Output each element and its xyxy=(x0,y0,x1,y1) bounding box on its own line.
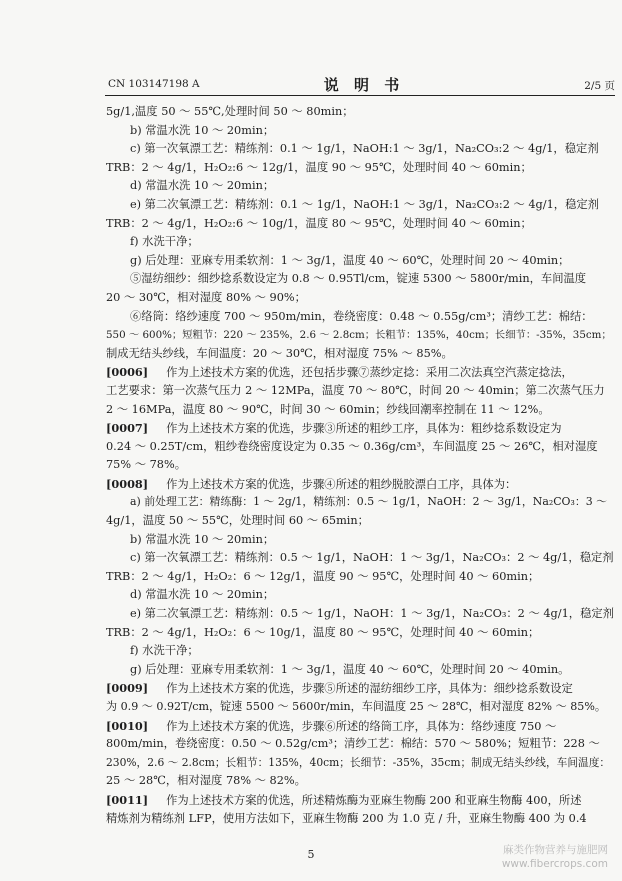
line-text: 作为上述技术方案的优选，步骤③所述的粗纱工序，具体为：粗纱捻系数设定为 xyxy=(166,422,562,436)
doc-number: CN 103147198 A xyxy=(108,78,200,90)
line-text: ⑥络筒：络纱速度 700 ～ 950m/min，卷绕密度：0.48 ～ 0.55g/cm³；清纱工艺：棉结： xyxy=(130,309,593,323)
text-line xyxy=(106,568,614,587)
line-text: TRB：2 ～ 4g/1，H₂O₂:6 ～ 10g/1，温度 80 ～ 95℃，处理时间 40 ～ 60min； xyxy=(106,216,532,230)
line-text: a) 前处理工艺：精练酶：1 ～ 2g/1，精练剂：0.5 ～ 1g/1，NaOH：2 ～ 3g/1，Na₂CO₃：3 ～ xyxy=(130,495,607,509)
watermark xyxy=(502,843,608,871)
text-line xyxy=(106,772,614,791)
text-line xyxy=(106,456,614,475)
line-text: 为 0.9 ～ 0.92T/cm，锭速 5500 ～ 5600r/min，车间温度 25 ～ 28℃，相对湿度 82% ～ 85%。 xyxy=(106,700,606,713)
text-line xyxy=(106,717,614,736)
text-line xyxy=(106,791,614,810)
line-text: 550 ～ 600%；短粗节：220 ～ 235%，2.6 ～ 2.8cm；长粗节：135%，40cm；长细节：-35%，35cm； xyxy=(106,329,612,342)
text-line xyxy=(106,326,614,345)
line-text: TRB：2 ～ 4g/1，H₂O₂:6 ～ 12g/1，温度 90 ～ 95℃，处理时间 40 ～ 60min； xyxy=(106,160,532,174)
line-text: TRB：2 ～ 4g/1，H₂O₂：6 ～ 10g/1，温度 80 ～ 95℃，处理时间 40 ～ 60min； xyxy=(106,625,540,639)
indent-space xyxy=(148,422,166,435)
line-text: d) 常温水洗 10 ～ 20min； xyxy=(130,179,275,193)
text-line xyxy=(106,661,614,680)
line-text: 5g/1,温度 50 ～ 55℃,处理时间 50 ～ 80min； xyxy=(106,105,354,118)
indent-space xyxy=(148,366,166,379)
line-text: e) 第二次氧漂工艺：精练剂：0.1 ～ 1g/1，NaOH:1 ～ 3g/1，Na₂CO₃:2 ～ 4g/1，稳定剂 xyxy=(130,197,599,211)
line-text: f) 水洗干净； xyxy=(130,235,199,249)
line-text: 0.24 ～ 0.25T/cm，粗纱卷绕密度设定为 0.35 ～ 0.36g/cm³，车间温度 25 ～ 26℃，相对湿度 xyxy=(106,439,598,453)
text-line xyxy=(106,754,614,773)
text-line xyxy=(106,270,614,289)
text-line xyxy=(106,252,614,271)
paragraph-number: [0009] xyxy=(106,681,149,696)
paragraph-number: [0008] xyxy=(106,476,149,491)
line-text: c) 第一次氧漂工艺：精练剂：0.5 ～ 1g/1，NaOH：1 ～ 3g/1，Na₂CO₃：2 ～ 4g/1，稳定剂 xyxy=(130,551,614,565)
line-text: 作为上述技术方案的优选，步骤⑥所述的络筒工序，具体为：络纱速度 750 ～ xyxy=(166,719,557,733)
line-text: 230%，2.6 ～ 2.8cm；长粗节：135%，40cm；长细节：-35%，35cm；制成无结头纱线，车间温度： xyxy=(106,755,611,769)
line-text: c) 第一次氧漂工艺：精练剂：0.1 ～ 1g/1，NaOH:1 ～ 3g/1，Na₂CO₃:2 ～ 4g/1，稳定剂 xyxy=(130,142,599,156)
text-line xyxy=(106,289,614,308)
indent-space xyxy=(148,720,166,733)
line-text: 精炼剂为精练剂 LFP，使用方法如下，亚麻生物酶 200 为 1.0 克 / 升，亚麻生物酶 400 为 0.4 xyxy=(106,811,587,825)
indent-space xyxy=(148,794,166,807)
text-line xyxy=(106,401,614,420)
line-text: g) 后处理：亚麻专用柔软剂：1 ～ 3g/1，温度 40 ～ 60℃，处理时间 20 ～ 40min； xyxy=(130,253,570,267)
text-line xyxy=(106,549,614,568)
doc-title: 说 明 书 xyxy=(323,76,405,94)
line-text: d) 常温水洗 10 ～ 20min； xyxy=(130,588,275,602)
line-text: TRB：2 ～ 4g/1，H₂O₂：6 ～ 12g/1，温度 90 ～ 95℃，处理时间 40 ～ 60min； xyxy=(106,569,540,583)
text-line xyxy=(106,512,614,531)
document-body xyxy=(106,103,614,828)
text-line xyxy=(106,159,614,178)
line-text: 作为上述技术方案的优选，还包括步骤⑦蒸纱定捻：采用二次法真空汽蒸定捻法， xyxy=(166,366,573,380)
line-text: g) 后处理：亚麻专用柔软剂：1 ～ 3g/1，温度 40 ～ 60℃，处理时间 20 ～ 40min。 xyxy=(130,662,570,676)
line-text: 75% ～ 78%。 xyxy=(106,458,186,472)
text-line xyxy=(106,810,614,829)
paragraph-number: [0007] xyxy=(106,421,149,436)
text-line xyxy=(106,624,614,643)
line-text: 工艺要求：第一次蒸气压力 2 ～ 12MPa，温度 70 ～ 80℃，时间 20 ～ 40min；第二次蒸气压力 xyxy=(106,383,605,397)
page-info: 2/5 页 xyxy=(584,80,615,92)
text-line xyxy=(106,605,614,624)
line-text: b) 常温水洗 10 ～ 20min； xyxy=(130,532,275,546)
header-divider xyxy=(105,95,615,96)
text-line xyxy=(106,103,614,122)
paragraph-number: [0010] xyxy=(106,718,149,733)
text-line xyxy=(106,122,614,141)
text-line xyxy=(106,140,614,159)
paragraph-number: [0006] xyxy=(106,365,149,380)
page-number: 5 xyxy=(307,848,315,861)
line-text: 作为上述技术方案的优选，步骤⑤所述的湿纺细纱工序，具体为：细纱捻系数设定 xyxy=(166,682,573,696)
paragraph-number: [0011] xyxy=(106,792,149,807)
line-text: 作为上述技术方案的优选，所述精炼酶为亚麻生物酶 200 和亚麻生物酶 400，所述 xyxy=(166,793,582,807)
text-line xyxy=(106,698,614,717)
line-text: 作为上述技术方案的优选，步骤④所述的粗纱脱胶漂白工序，具体为： xyxy=(166,477,517,491)
line-text: b) 常温水洗 10 ～ 20min； xyxy=(130,123,275,137)
line-text: e) 第二次氧漂工艺：精练剂：0.5 ～ 1g/1，NaOH：1 ～ 3g/1，Na₂CO₃：2 ～ 4g/1，稳定剂 xyxy=(130,607,614,621)
line-text: 制成无结头纱线，车间温度：20 ～ 30℃，相对湿度 75% ～ 85%。 xyxy=(106,346,453,360)
watermark-line2: www.fibercrops.com xyxy=(501,858,608,870)
line-text: 2 ～ 16MPa，温度 80 ～ 90℃，时间 30 ～ 60min；纱线回潮率控制在 11 ～ 12%。 xyxy=(106,402,550,416)
text-line xyxy=(106,363,614,382)
text-line xyxy=(106,233,614,252)
text-line xyxy=(106,215,614,234)
line-text: 800m/min，卷绕密度：0.50 ～ 0.52g/cm³；清纱工艺：棉结：570 ～ 580%；短粗节：228 ～ xyxy=(106,737,600,751)
text-line xyxy=(106,642,614,661)
line-text: ⑤湿纺细纱：细纱捻系数设定为 0.8 ～ 0.95Tl/cm，锭速 5300 ～ 5800r/min，车间温度 xyxy=(130,272,587,286)
text-line xyxy=(106,419,614,438)
text-line xyxy=(106,308,614,327)
text-line xyxy=(106,493,614,512)
line-text: 25 ～ 28℃，相对湿度 78% ～ 82%。 xyxy=(106,774,306,788)
text-line xyxy=(106,475,614,494)
text-line xyxy=(106,345,614,364)
text-line xyxy=(106,382,614,401)
page-header xyxy=(108,78,620,92)
text-line xyxy=(106,586,614,605)
text-line xyxy=(106,735,614,754)
text-line xyxy=(106,438,614,457)
text-line xyxy=(106,196,614,215)
text-line xyxy=(106,531,614,550)
watermark-line1: 麻类作物营养与施肥网 xyxy=(503,844,608,856)
indent-space xyxy=(148,478,166,491)
line-text: 20 ～ 30℃，相对湿度 80% ～ 90%； xyxy=(106,290,306,304)
text-line xyxy=(106,177,614,196)
text-line xyxy=(106,679,614,698)
line-text: 4g/1，温度 50 ～ 55℃，处理时间 60 ～ 65min； xyxy=(106,514,369,528)
line-text: f) 水洗干净； xyxy=(130,644,199,658)
indent-space xyxy=(148,682,166,695)
